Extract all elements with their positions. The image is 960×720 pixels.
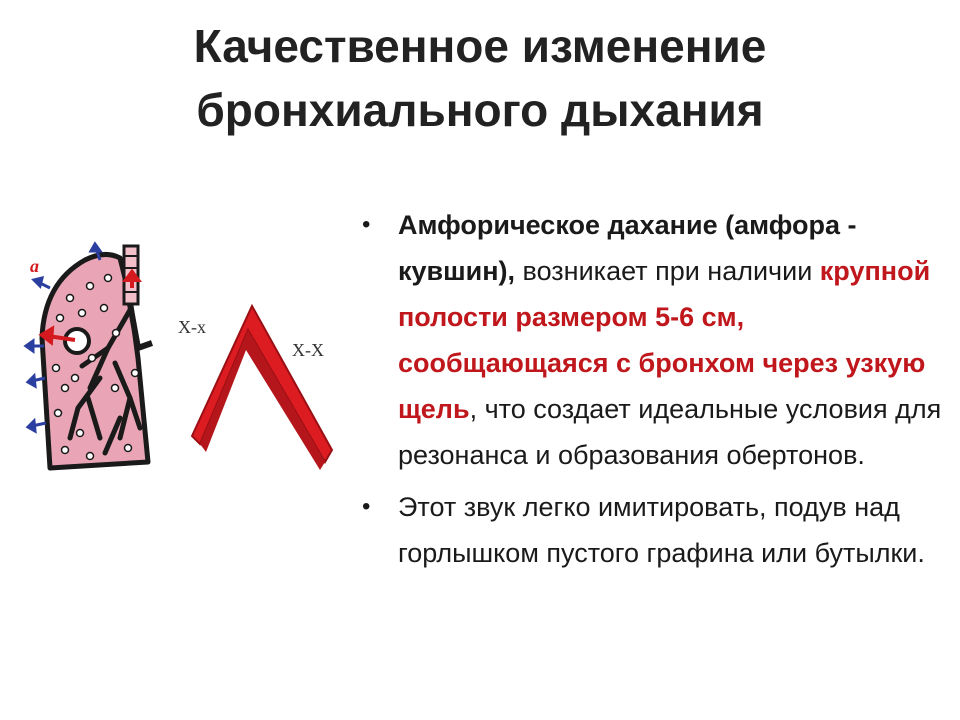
bullet-1-bold-text: Амфорическое дахание (амфора - кувшин), [398, 210, 857, 286]
bullet-marker: • [362, 493, 371, 520]
chevron-label-right: Х-Х [292, 340, 324, 360]
bullet-2-text: Этот звук легко имитировать, подув над горлышком пустого графина или бутылки. [398, 492, 925, 568]
bullet-1-text-part1: возникает при наличии [515, 256, 820, 286]
title-line-2: бронхиального дыхания [196, 84, 764, 136]
bullet-list [362, 202, 952, 576]
lung-illustration [20, 238, 350, 478]
title-line-1: Качественное изменение [193, 20, 767, 72]
bullet-item-1 [362, 202, 952, 478]
chevron-shape [178, 306, 332, 470]
lung-drawing [26, 244, 152, 468]
bullet-1-red-text: крупной полости размером 5-6 см, сообщающаяся с бронхом через узкую щель [398, 256, 931, 424]
bullet-1-text-part2: , что создает идеальные условия для резонанса и образования обертонов. [398, 394, 942, 470]
bullet-marker: • [362, 211, 371, 238]
bullet-item-2 [362, 484, 952, 576]
chevron-label-left: Х-х [178, 317, 206, 337]
slide-title [0, 14, 960, 142]
figure-label-a: а [30, 256, 39, 276]
